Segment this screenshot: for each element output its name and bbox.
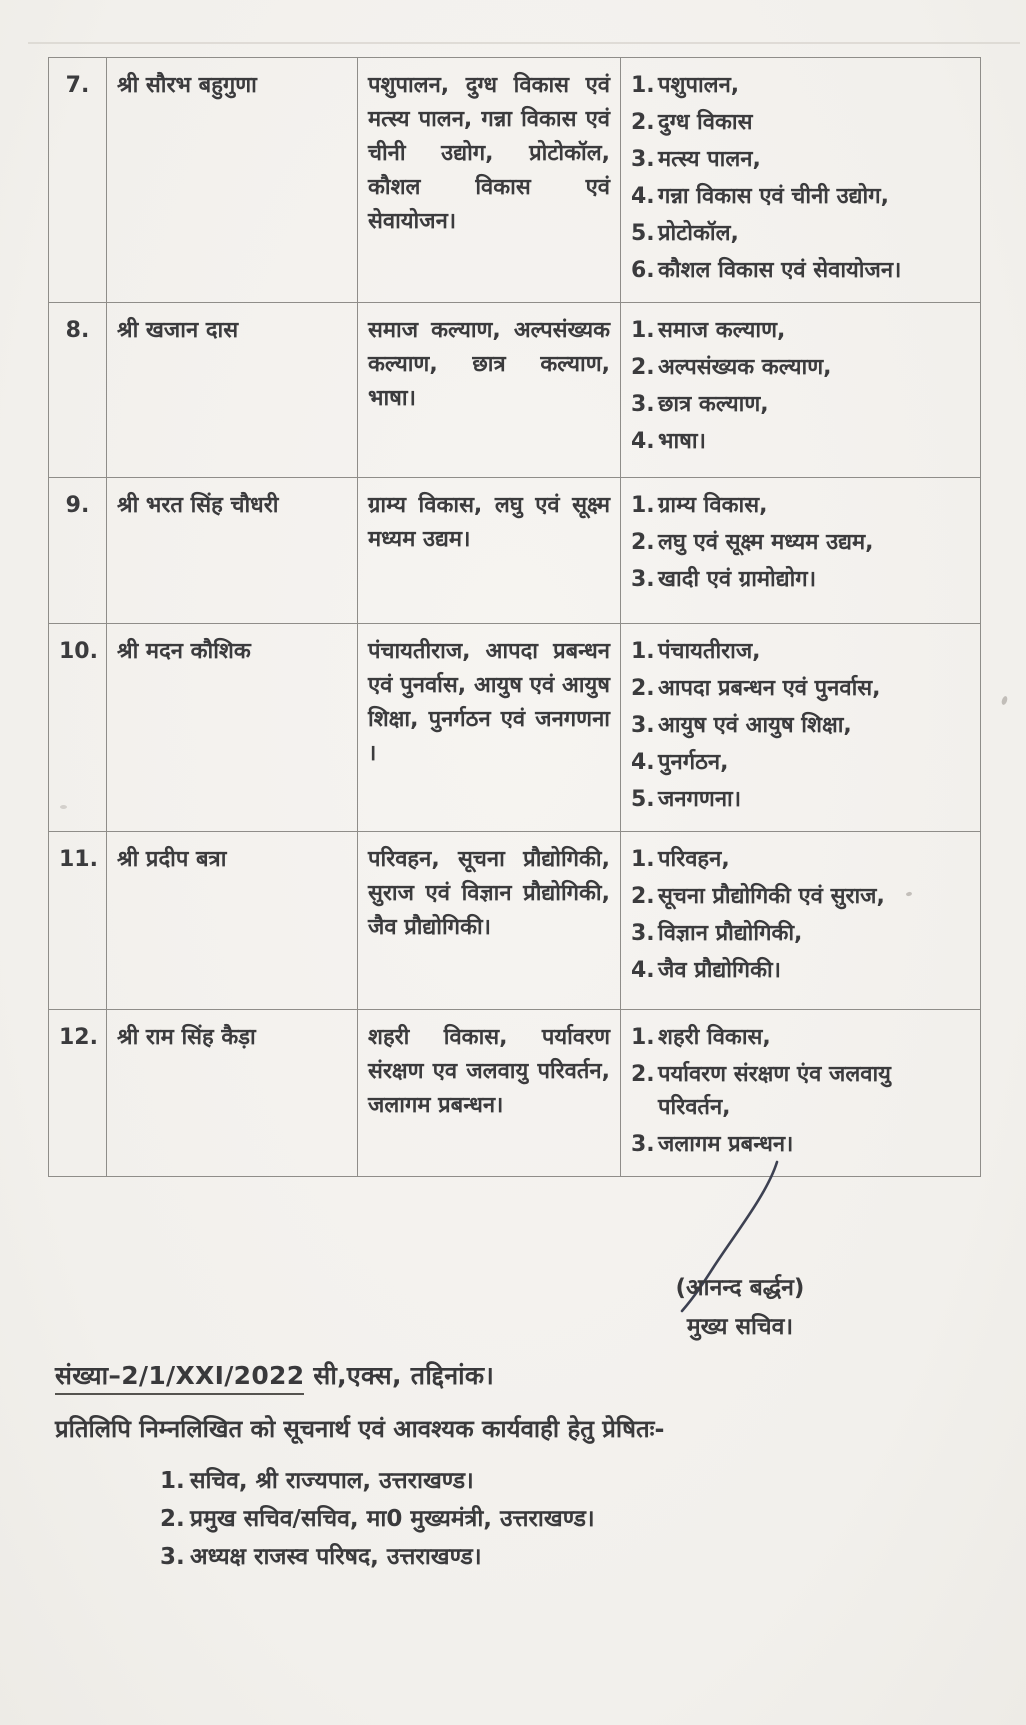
serial-cell: 7. bbox=[49, 58, 107, 303]
portfolio-cell: ग्राम्य विकास, लघु एवं सूक्ष्म मध्यम उद्यम। bbox=[358, 478, 621, 624]
portfolio-cell: समाज कल्याण, अल्पसंख्यक कल्याण, छात्र कल्याण, भाषा। bbox=[358, 303, 621, 478]
department-item: 4. गन्ना विकास एवं चीनी उद्योग, bbox=[631, 184, 889, 209]
minister-name-cell: श्री राम सिंह कैड़ा bbox=[107, 1010, 358, 1177]
department-item: 2. सूचना प्रौद्योगिकी एवं सुराज, bbox=[631, 884, 885, 909]
department-item: 3. मत्स्य पालन, bbox=[631, 147, 761, 172]
portfolio-cell: परिवहन, सूचना प्रौद्योगिकी, सुराज एवं विज्ञान प्रौद्योगिकी, जैव प्रौद्योगिकी। bbox=[358, 832, 621, 1010]
department-item: 2. अल्पसंख्यक कल्याण, bbox=[631, 355, 832, 380]
department-item: 1. परिवहन, bbox=[631, 847, 730, 872]
department-item: 5. प्रोटोकॉल, bbox=[631, 221, 739, 246]
department-item: 1. पंचायतीराज, bbox=[631, 639, 761, 664]
portfolio-cell: पंचायतीराज, आपदा प्रबन्धन एवं पुनर्वास, आयुष एवं आयुष शिक्षा, पुनर्गठन एवं जनगणना । bbox=[358, 624, 621, 832]
portfolio-allocation-table bbox=[48, 57, 981, 1177]
minister-name-cell: श्री भरत सिंह चौधरी bbox=[107, 478, 358, 624]
table-row bbox=[49, 478, 981, 624]
departments-cell bbox=[621, 832, 981, 1010]
copy-list-item: 2. प्रमुख सचिव/सचिव, मा0 मुख्यमंत्री, उत्तराखण्ड। bbox=[160, 1506, 595, 1532]
department-item: 3. आयुष एवं आयुष शिक्षा, bbox=[631, 713, 852, 738]
departments-cell bbox=[621, 1010, 981, 1177]
serial-cell: 10. bbox=[49, 624, 107, 832]
copy-list-item: 3. अध्यक्ष राजस्व परिषद, उत्तराखण्ड। bbox=[160, 1544, 482, 1570]
department-item: 2. लघु एवं सूक्ष्म मध्यम उद्यम, bbox=[631, 530, 874, 555]
departments-cell bbox=[621, 303, 981, 478]
table-row bbox=[49, 303, 981, 478]
departments-cell bbox=[621, 478, 981, 624]
reference-suffix: सी,एक्स, तद्दिनांक। bbox=[313, 1361, 495, 1390]
portfolio-cell: शहरी विकास, पर्यावरण संरक्षण एव जलवायु परिवर्तन, जलागम प्रबन्धन। bbox=[358, 1010, 621, 1177]
department-item: 3. विज्ञान प्रौद्योगिकी, bbox=[631, 921, 803, 946]
department-item: 1. ग्राम्य विकास, bbox=[631, 493, 768, 518]
department-item: 4. पुनर्गठन, bbox=[631, 750, 729, 775]
department-item: 5. जनगणना। bbox=[631, 787, 742, 812]
scan-noise-speck bbox=[1001, 695, 1009, 705]
copy-distribution-list bbox=[160, 1466, 860, 1580]
departments-cell bbox=[621, 624, 981, 832]
signatory-title: मुख्य सचिव। bbox=[686, 1314, 794, 1340]
department-item: 6. कौशल विकास एवं सेवायोजन। bbox=[631, 258, 902, 283]
department-item: 2. पर्यावरण संरक्षण एंव जलवायु परिवर्तन, bbox=[631, 1062, 891, 1120]
departments-cell bbox=[621, 58, 981, 303]
table-row bbox=[49, 58, 981, 303]
copy-note: प्रतिलिपि निम्नलिखित को सूचनार्थ एवं आवश्यक कार्यवाही हेतु प्रेषितः- bbox=[55, 1415, 665, 1443]
minister-name-cell: श्री खजान दास bbox=[107, 303, 358, 478]
signatory-name: (आनन्द बर्द्धन) bbox=[675, 1275, 805, 1301]
department-item: 2. आपदा प्रबन्धन एवं पुनर्वास, bbox=[631, 676, 881, 701]
department-item: 4. भाषा। bbox=[631, 429, 706, 454]
department-item: 1. पशुपालन, bbox=[631, 73, 740, 98]
serial-cell: 11. bbox=[49, 832, 107, 1010]
minister-name-cell: श्री प्रदीप बत्रा bbox=[107, 832, 358, 1010]
department-item: 3. खादी एवं ग्रामोद्योग। bbox=[631, 567, 817, 592]
table-row bbox=[49, 1010, 981, 1177]
reference-number: संख्या–2/1/XXI/2022 bbox=[55, 1361, 304, 1395]
department-item: 2. दुग्ध विकास bbox=[631, 110, 753, 135]
department-item: 3. छात्र कल्याण, bbox=[631, 392, 769, 417]
minister-name-cell: श्री मदन कौशिक bbox=[107, 624, 358, 832]
table-row bbox=[49, 624, 981, 832]
serial-cell: 12. bbox=[49, 1010, 107, 1177]
department-item: 3. जलागम प्रबन्धन। bbox=[631, 1132, 794, 1157]
reference-line bbox=[55, 1358, 494, 1392]
department-item: 1. शहरी विकास, bbox=[631, 1025, 771, 1050]
table-row bbox=[49, 832, 981, 1010]
serial-cell: 9. bbox=[49, 478, 107, 624]
minister-name-cell: श्री सौरभ बहुगुणा bbox=[107, 58, 358, 303]
department-item: 1. समाज कल्याण, bbox=[631, 318, 786, 343]
serial-cell: 8. bbox=[49, 303, 107, 478]
signature-block bbox=[650, 1270, 830, 1341]
copy-list-item: 1. सचिव, श्री राज्यपाल, उत्तराखण्ड। bbox=[160, 1468, 474, 1494]
department-item: 4. जैव प्रौद्योगिकी। bbox=[631, 958, 782, 983]
scan-artifact-line bbox=[28, 42, 1020, 44]
portfolio-cell: पशुपालन, दुग्ध विकास एवं मत्स्य पालन, गन्ना विकास एवं चीनी उद्योग, प्रोटोकॉल, कौशल विकास एवं सेवायोजन। bbox=[358, 58, 621, 303]
